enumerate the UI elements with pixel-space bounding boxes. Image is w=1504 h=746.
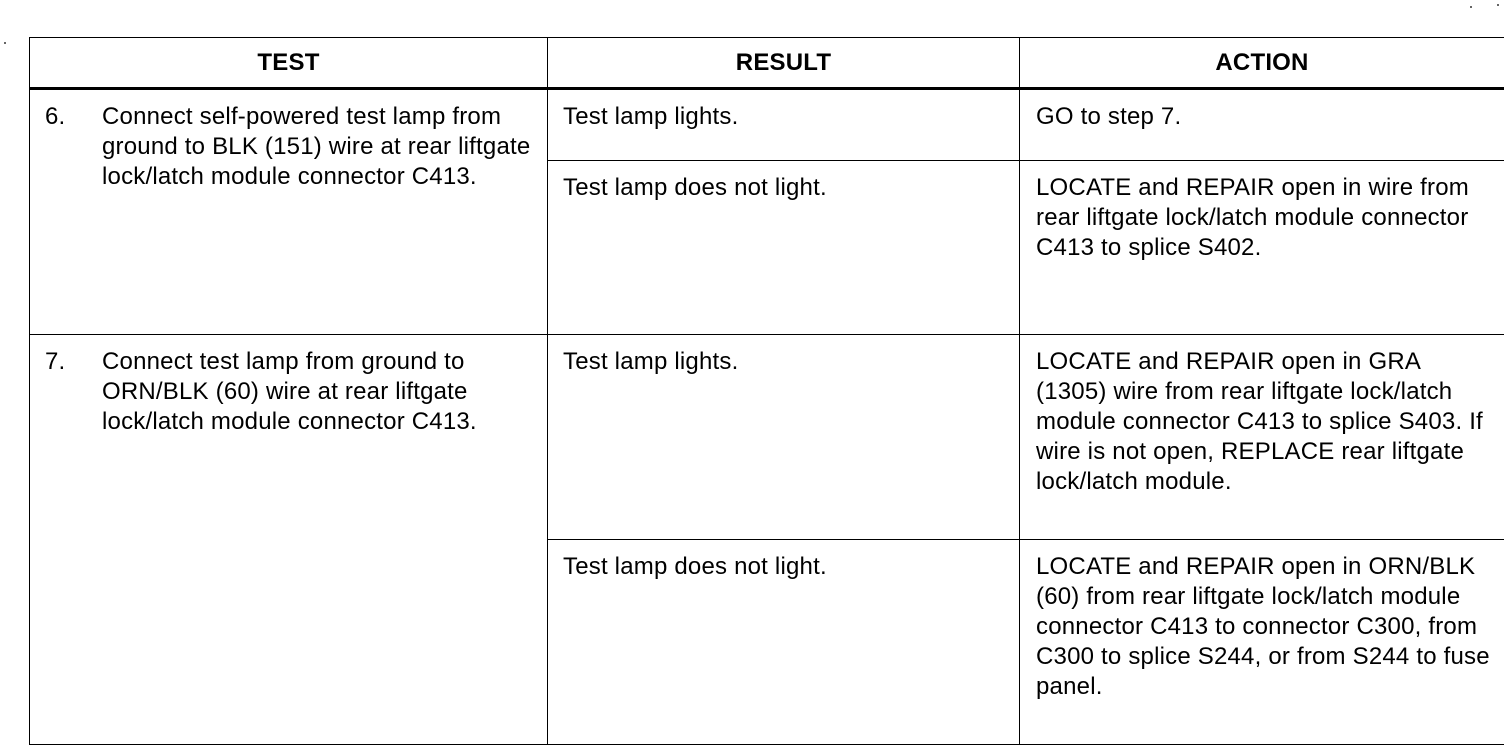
scan-artifact-dot [4,42,6,44]
header-row [30,38,1504,89]
step-number: 7. [45,348,66,375]
step-number: 6. [45,103,66,130]
action-cell: GO to step 7. [1020,89,1504,161]
action-cell: LOCATE and REPAIR open in wire from rear liftgate lock/latch module connector C413 to splice S402. [1020,161,1504,335]
header-test: TEST [30,38,548,89]
header-action: ACTION [1020,38,1504,89]
test-cell-step-6 [30,89,548,335]
result-cell: Test lamp does not light. [548,161,1020,335]
scan-artifact-dot [1470,6,1472,8]
test-cell-step-7 [30,335,548,745]
result-cell: Test lamp lights. [548,89,1020,161]
scan-artifact-dot [1497,4,1499,6]
table-row [30,335,1504,540]
diagnostic-test-table [29,37,1504,745]
result-cell: Test lamp does not light. [548,540,1020,745]
result-cell: Test lamp lights. [548,335,1020,540]
action-cell: LOCATE and REPAIR open in GRA (1305) wire from rear liftgate lock/latch module connector C413 to splice S403. If wire is not open, REPLACE rear liftgate lock/latch module. [1020,335,1504,540]
action-cell: LOCATE and REPAIR open in ORN/BLK (60) from rear liftgate lock/latch module connector C413 to connector C300, from C300 to splice S244, or from S244 to fuse panel. [1020,540,1504,745]
table-row [30,89,1504,161]
header-result: RESULT [548,38,1020,89]
test-instruction: Connect self-powered test lamp from ground to BLK (151) wire at rear liftgate lock/latch module connector C413. [102,103,531,190]
test-instruction: Connect test lamp from ground to ORN/BLK (60) wire at rear liftgate lock/latch module connector C413. [102,348,477,435]
